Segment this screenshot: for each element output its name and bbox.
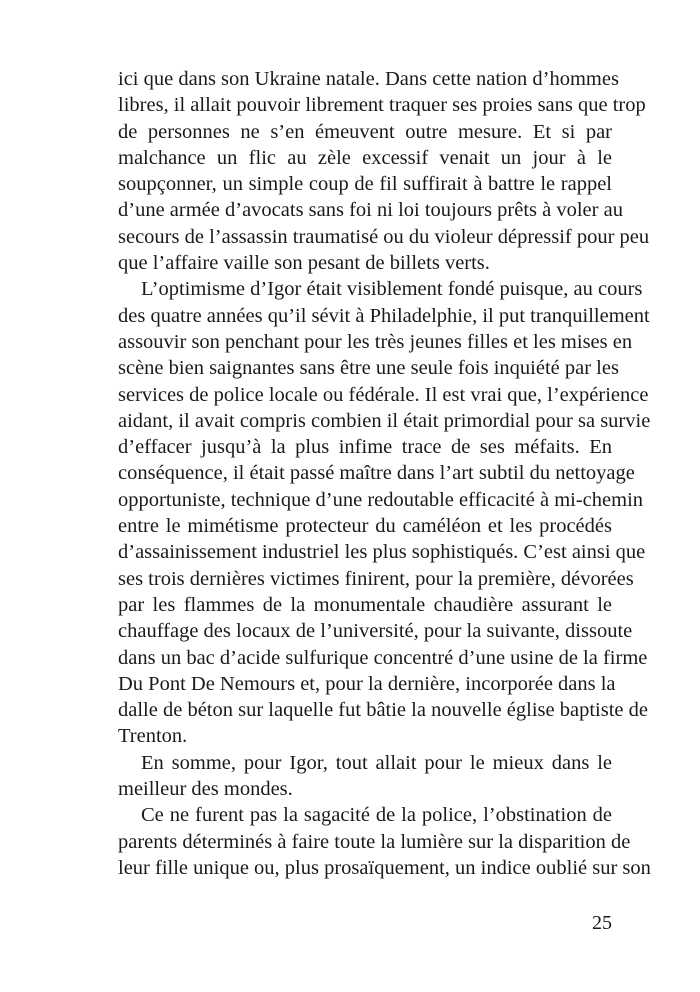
text-line: de personnes ne s’en émeuvent outre mesure. Et si par: [118, 120, 612, 143]
page-body: [118, 66, 651, 881]
paragraph: [118, 276, 651, 749]
text-line: aidant, il avait compris combien il était primordial pour sa survie: [118, 409, 651, 432]
text-line: secours de l’assassin traumatisé ou du violeur dépressif pour peu: [118, 225, 650, 248]
text-line: dalle de béton sur laquelle fut bâtie la nouvelle église baptiste de: [118, 699, 648, 722]
text-line: assouvir son penchant pour les très jeunes filles et les mises en: [118, 330, 633, 353]
text-line: conséquence, il était passé maître dans l’art subtil du nettoyage: [118, 462, 635, 485]
text-line: Trenton.: [118, 725, 188, 748]
text-line: libres, il allait pouvoir librement traquer ses proies sans que trop: [118, 94, 646, 117]
text-line: L’optimisme d’Igor était visiblement fondé puisque, au cours: [141, 278, 643, 301]
text-line: leur fille unique ou, plus prosaïquement, un indice oublié sur son: [118, 856, 651, 879]
text-line: parents déterminés à faire toute la lumière sur la disparition de: [118, 830, 631, 853]
text-line: dans un bac d’acide sulfurique concentré d’une usine de la firme: [118, 646, 648, 669]
page-number: 25: [592, 912, 612, 934]
text-line: services de police locale ou fédérale. Il est vrai que, l’expérience: [118, 383, 649, 406]
text-line: meilleur des mondes.: [118, 778, 293, 801]
text-line: ses trois dernières victimes finirent, pour la première, dévorées: [118, 567, 634, 590]
paragraph: [118, 66, 650, 276]
text-line: entre le mimétisme protecteur du caméléon et les procédés: [118, 515, 612, 538]
text-line: d’effacer jusqu’à la plus infime trace de ses méfaits. En: [118, 436, 612, 459]
text-line: des quatre années qu’il sévit à Philadelphie, il put tranquillement: [118, 304, 650, 327]
text-line: soupçonner, un simple coup de fil suffirait à battre le rappel: [118, 173, 612, 196]
text-line: d’assainissement industriel les plus sophistiqués. C’est ainsi que: [118, 541, 646, 564]
text-line: Ce ne furent pas la sagacité de la police, l’obstination de: [141, 804, 612, 827]
text-line: d’une armée d’avocats sans foi ni loi toujours prêts à voler au: [118, 199, 623, 222]
text-line: En somme, pour Igor, tout allait pour le mieux dans le: [141, 751, 612, 774]
text-line: opportuniste, technique d’une redoutable efficacité à mi-chemin: [118, 488, 644, 511]
paragraph: [118, 750, 612, 803]
paragraph: [118, 802, 651, 881]
text-line: ici que dans son Ukraine natale. Dans cette nation d’hommes: [118, 68, 619, 90]
text-line: malchance un flic au zèle excessif venait un jour à le: [118, 146, 612, 169]
text-line: chauffage des locaux de l’université, pour la suivante, dissoute: [118, 620, 633, 643]
text-line: par les flammes de la monumentale chaudière assurant le: [118, 593, 612, 616]
text-line: scène bien saignantes sans être une seule fois inquiété par les: [118, 357, 619, 380]
text-line: Du Pont De Nemours et, pour la dernière, incorporée dans la: [118, 672, 616, 695]
text-line: que l’affaire vaille son pesant de billets verts.: [118, 252, 490, 275]
